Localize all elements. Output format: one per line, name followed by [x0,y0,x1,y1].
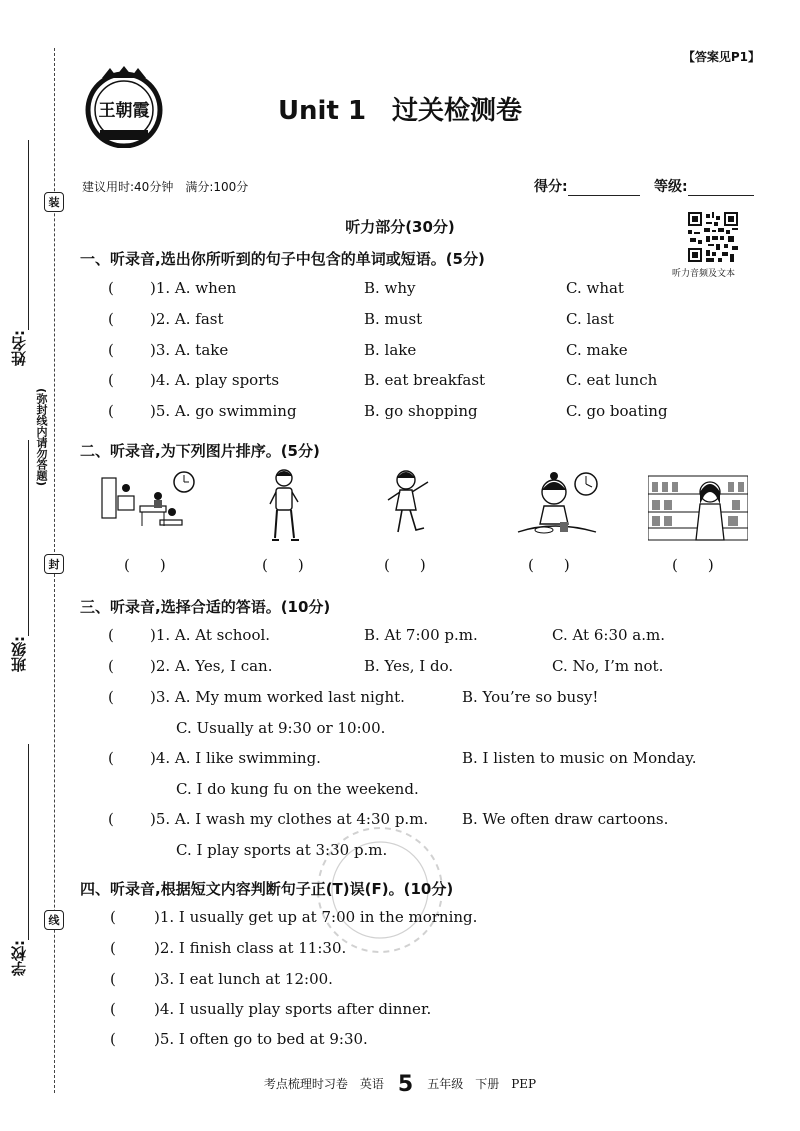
time-limit: 建议用时:40分钟 满分:100分 [82,180,249,194]
school-write-line[interactable] [28,744,29,940]
s1-q5-option-a: )5. A. go swimming [150,402,297,420]
answer-paren[interactable]: ( [108,402,114,420]
grade-field [654,176,754,196]
answer-paren[interactable]: ( [108,626,114,644]
s1-q1-option-c: C. what [566,279,624,297]
section-4-title: 四、听录音,根据短文内容判断句子正(T)误(F)。(10分) [80,880,454,898]
picture-3-answer[interactable]: ( ) [384,556,426,574]
s1-q2-option-a: )2. A. fast [150,310,224,328]
school-label: 学校: [10,940,28,976]
picture-boy-standing [266,468,306,546]
s3-q2-option-b: B. Yes, I do. [364,657,454,675]
s4-statement-5: )5. I often go to bed at 9:30. [154,1030,368,1048]
answer-reference: 【答案见P1】 [682,50,760,64]
picture-1-answer[interactable]: ( ) [124,556,166,574]
s3-q5-option-a: )5. A. I wash my clothes at 4:30 p.m. [150,810,429,828]
picture-girl-eating-clock [514,466,604,542]
seal-mark-zhuang: 装 [44,192,64,212]
s1-q4-option-c: C. eat lunch [566,371,658,389]
page-title: Unit 1 过关检测卷 [277,96,523,126]
answer-paren[interactable]: ( [110,939,116,957]
s3-q5-option-c: C. I play sports at 3:30 p.m. [176,841,388,859]
s3-q4-option-b: B. I listen to music on Monday. [462,749,697,767]
qr-code-icon[interactable] [688,212,738,262]
class-label: 班级: [10,636,28,672]
s1-q3-option-b: B. lake [364,341,417,359]
s3-q1-option-b: B. At 7:00 p.m. [364,626,478,644]
s4-statement-3: )3. I eat lunch at 12:00. [154,970,333,988]
s3-q1-option-a: )1. A. At school. [150,626,271,644]
answer-paren[interactable]: ( [108,279,114,297]
listening-part-title: 听力部分(30分) [345,218,455,236]
s1-q2-option-b: B. must [364,310,423,328]
section-3-title: 三、听录音,选择合适的答语。(10分) [80,598,331,616]
s3-q2-option-c: C. No, I’m not. [552,657,664,675]
answer-paren[interactable]: ( [108,341,114,359]
score-label: 得分: [534,179,568,195]
page-footer [0,1072,800,1097]
page-number: 5 [397,1072,414,1097]
seal-mark-xian: 线 [44,910,64,930]
s1-q1-option-b: B. why [364,279,416,297]
s1-q5-option-c: C. go boating [566,402,668,420]
name-label: 姓名: [10,330,28,366]
score-blank[interactable] [568,195,640,196]
s3-q3-option-b: B. You’re so busy! [462,688,599,706]
score-field [534,176,640,196]
s1-q5-option-b: B. go shopping [364,402,478,420]
s1-q3-option-c: C. make [566,341,628,359]
answer-paren[interactable]: ( [110,1030,116,1048]
footer-book-title: 考点梳理时习卷 英语 [263,1077,384,1091]
s3-q5-option-b: B. We often draw cartoons. [462,810,669,828]
s3-q1-option-c: C. At 6:30 a.m. [552,626,665,644]
s1-q2-option-c: C. last [566,310,614,328]
section-2-title: 二、听录音,为下列图片排序。(5分) [80,442,320,460]
grade-blank[interactable] [688,195,754,196]
s3-q3-option-c: C. Usually at 9:30 or 10:00. [176,719,386,737]
answer-paren[interactable]: ( [108,310,114,328]
picture-2-answer[interactable]: ( ) [262,556,304,574]
s1-q4-option-a: )4. A. play sports [150,371,280,389]
picture-5-answer[interactable]: ( ) [672,556,714,574]
logo-text: 王朝霞 [98,101,150,121]
section-1-title: 一、听录音,选出你所听到的句子中包含的单词或短语。(5分) [80,250,485,268]
grade-label: 等级: [654,179,688,195]
answer-paren[interactable]: ( [110,970,116,988]
picture-classroom-clock [100,470,196,542]
qr-caption: 听力音频及文本 [672,269,736,279]
s1-q3-option-a: )3. A. take [150,341,229,359]
class-write-line[interactable] [28,440,29,636]
s1-q4-option-b: B. eat breakfast [364,371,486,389]
s3-q4-option-a: )4. A. I like swimming. [150,749,321,767]
s4-statement-2: )2. I finish class at 11:30. [154,939,347,957]
seal-mark-feng: 封 [44,554,64,574]
answer-paren[interactable]: ( [108,810,114,828]
s1-q1-option-a: )1. A. when [150,279,237,297]
answer-paren[interactable]: ( [108,657,114,675]
s3-q2-option-a: )2. A. Yes, I can. [150,657,273,675]
s3-q3-option-a: )3. A. My mum worked last night. [150,688,405,706]
answer-paren[interactable]: ( [110,1000,116,1018]
answer-paren[interactable]: ( [110,908,116,926]
picture-supermarket-shopping [648,474,748,542]
answer-paren[interactable]: ( [108,749,114,767]
answer-paren[interactable]: ( [108,688,114,706]
s3-q4-option-c: C. I do kung fu on the weekend. [176,780,419,798]
footer-grade: 五年级 下册 PEP [427,1077,537,1091]
s4-statement-4: )4. I usually play sports after dinner. [154,1000,432,1018]
s4-statement-1: )1. I usually get up at 7:00 in the morning. [154,908,478,926]
seal-note: (弥封线内请勿答题) [35,388,48,487]
picture-4-answer[interactable]: ( ) [528,556,570,574]
picture-girl-dancing [382,466,436,546]
answer-paren[interactable]: ( [108,371,114,389]
